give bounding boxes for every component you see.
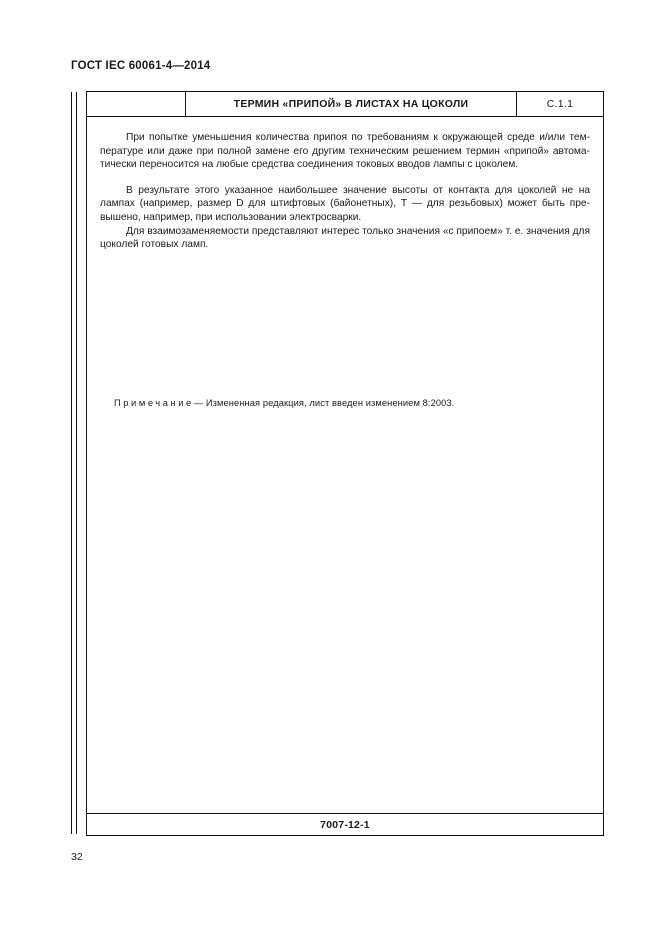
sheet-body (87, 117, 603, 808)
page-number: 32 (71, 851, 83, 863)
change-bar-inner (76, 92, 77, 834)
paragraph-text: В результате этого указанное наибольшее значение высоты от контакта для цоколей не на лампах (например, размер D для штифтовых (байонетных), Т — для резьбовых) может быть пре-вышено, например, при использовании электросварки. (100, 184, 590, 223)
body-paragraph-1 (100, 131, 590, 172)
sheet-header-reference: С.1.1 (546, 98, 574, 110)
paragraph-text: Для взаимозаменяемости представляют интерес только значения «с припоем» т. е. значения для цоколей готовых ламп. (100, 225, 590, 251)
change-bar-outer (71, 92, 72, 834)
sheet-code: 7007-12-1 (320, 818, 370, 831)
sheet-header-title: ТЕРМИН «ПРИПОЙ» В ЛИСТАХ НА ЦОКОЛИ (186, 92, 517, 116)
note-text: — Измененная редакция, лист введен изменением 8:2003. (193, 398, 455, 408)
data-sheet-frame (86, 91, 604, 836)
body-paragraph-3 (100, 225, 590, 252)
body-paragraph-2 (100, 184, 590, 225)
sheet-footer-row (87, 813, 603, 835)
note-label: Примечание (114, 398, 194, 408)
running-head: ГОСТ IEC 60061-4—2014 (71, 60, 211, 72)
paragraph-text: При попытке уменьшения количества припоя по требованиям к окружающей среде и/или тем-пературе или даже при полной замене его другим техническим решением термин «припой» автома-тически переносится на любые средства соединения токовых вводов лампы с цоколем. (100, 132, 590, 171)
sheet-header-row (87, 92, 603, 117)
sheet-header-blank-cell (87, 92, 186, 116)
note-block (114, 397, 454, 409)
